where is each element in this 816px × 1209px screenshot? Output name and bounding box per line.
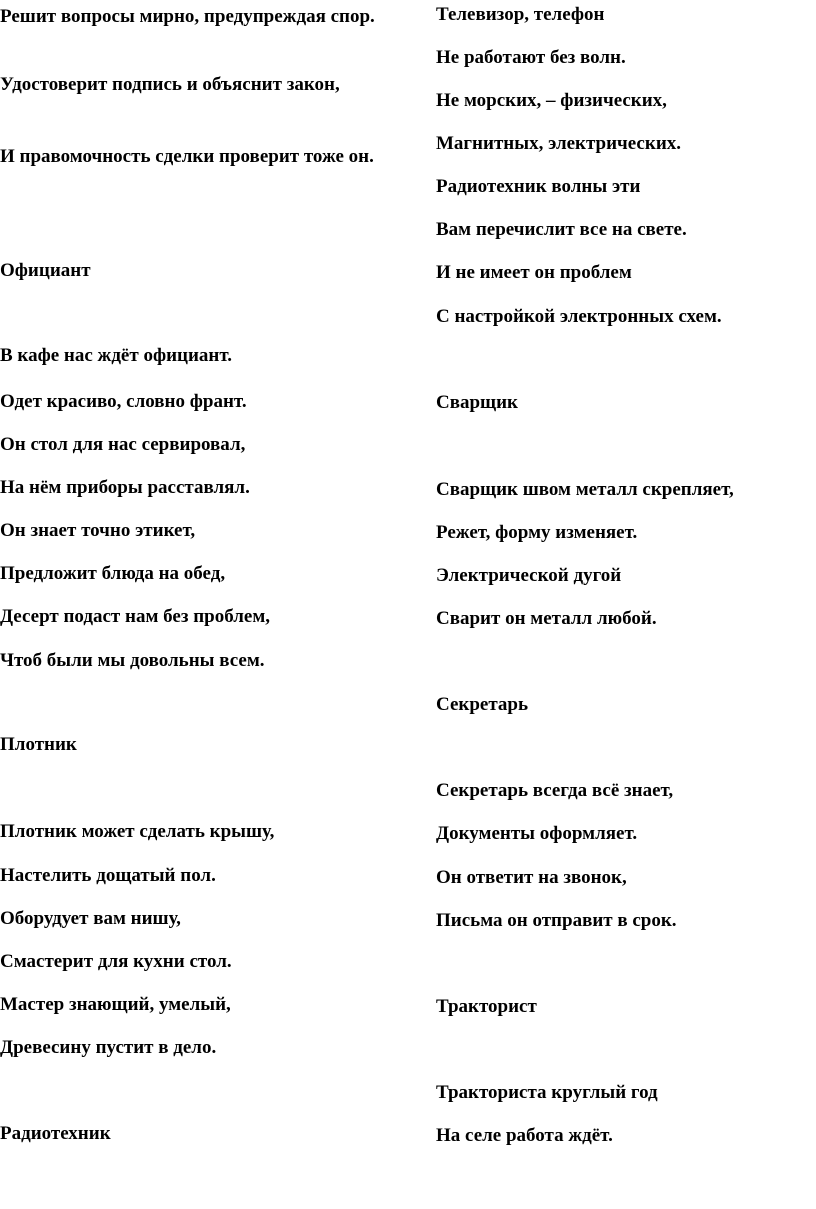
poem-line: Он знает точно этикет, <box>0 520 196 541</box>
poem-line: С настройкой электронных схем. <box>436 306 722 327</box>
poem-line: Плотник может сделать крышу, <box>0 821 275 842</box>
poem-line: Магнитных, электрических. <box>436 133 682 154</box>
poem-line: Настелить дощатый пол. <box>0 865 216 886</box>
poem-line: Решит вопросы мирно, предупреждая спор. <box>0 6 375 27</box>
poem-line: Смастерит для кухни стол. <box>0 951 232 972</box>
poem-line: Секретарь всегда всё знает, <box>436 780 674 801</box>
poem-line: Предложит блюда на обед, <box>0 563 226 584</box>
section-title-carpenter: Плотник <box>0 734 77 755</box>
poem-line: Сварщик швом металл скрепляет, <box>436 479 734 500</box>
poem-line: Он стол для нас сервировал, <box>0 434 246 455</box>
poem-line: Тракториста круглый год <box>436 1082 658 1103</box>
poem-line: Сварит он металл любой. <box>436 608 657 629</box>
poem-line: На селе работа ждёт. <box>436 1125 613 1146</box>
poem-line: Десерт подаст нам без проблем, <box>0 606 271 627</box>
section-title-welder: Сварщик <box>436 392 518 413</box>
poem-line: Удостоверит подпись и объяснит закон, <box>0 74 340 95</box>
poem-line: Телевизор, телефон <box>436 4 605 25</box>
poem-line: И правомочность сделки проверит тоже он. <box>0 146 374 167</box>
poem-line: И не имеет он проблем <box>436 262 632 283</box>
section-title-radio: Радиотехник <box>0 1123 111 1144</box>
poem-line: Не морских, – физических, <box>436 90 667 111</box>
poem-line: Чтоб были мы довольны всем. <box>0 650 265 671</box>
poem-line: Не работают без волн. <box>436 47 626 68</box>
poem-line: Мастер знающий, умелый, <box>0 994 231 1015</box>
poem-line: Он ответит на звонок, <box>436 867 627 888</box>
poem-line: Одет красиво, словно франт. <box>0 391 247 412</box>
poem-line: Документы оформляет. <box>436 823 638 844</box>
poem-line: На нём приборы расставлял. <box>0 477 250 498</box>
poem-line: Радиотехник волны эти <box>436 176 641 197</box>
section-title-waiter: Официант <box>0 260 91 281</box>
poem-line: Оборудует вам нишу, <box>0 908 181 929</box>
poem-line: Письма он отправит в срок. <box>436 910 677 931</box>
poem-line: Электрической дугой <box>436 565 622 586</box>
section-title-secretary: Секретарь <box>436 694 529 715</box>
section-title-tractor: Тракторист <box>436 996 537 1017</box>
poem-line: В кафе нас ждёт официант. <box>0 345 233 366</box>
poem-line: Режет, форму изменяет. <box>436 522 638 543</box>
poem-line: Древесину пустит в дело. <box>0 1037 217 1058</box>
poem-line: Вам перечислит все на свете. <box>436 219 687 240</box>
